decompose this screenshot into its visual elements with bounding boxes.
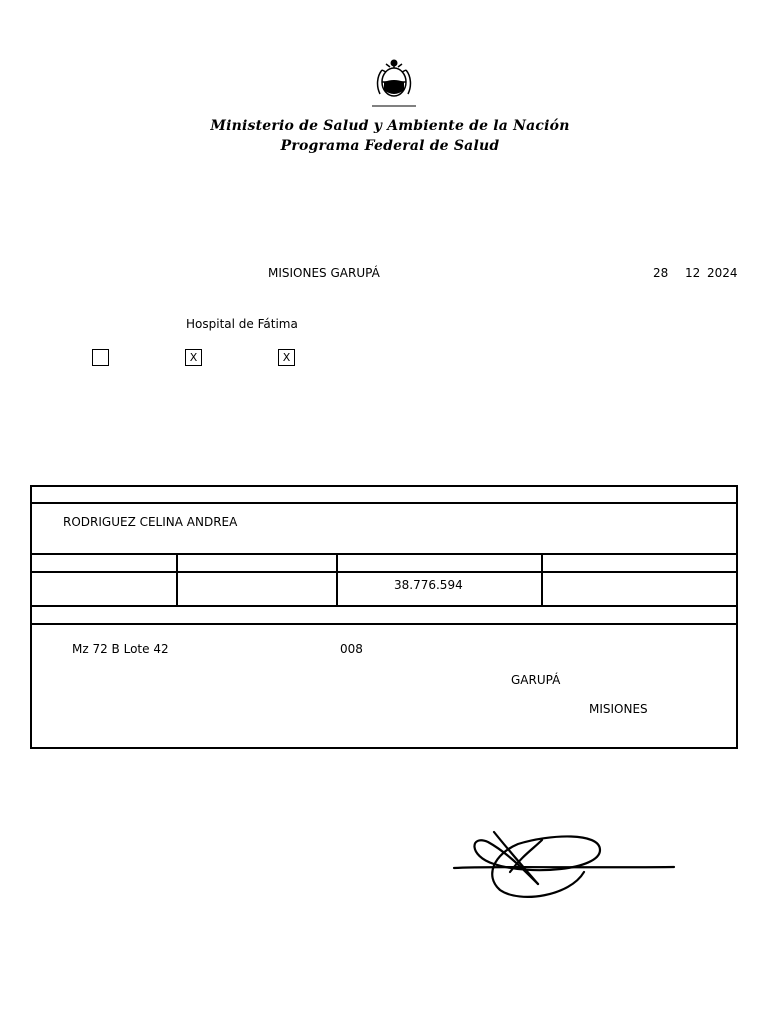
address-number: 008	[340, 642, 363, 656]
table-border-left	[30, 485, 32, 749]
program-title: Programa Federal de Salud	[280, 138, 500, 154]
table-column-divider	[541, 553, 543, 607]
address-street: Mz 72 B Lote 42	[72, 642, 169, 656]
table-rule	[30, 623, 738, 625]
checkbox-1[interactable]	[92, 349, 109, 366]
table-rule	[30, 553, 738, 555]
table-column-divider	[336, 553, 338, 607]
address-province: MISIONES	[589, 702, 648, 716]
table-rule	[30, 502, 738, 504]
table-border-right	[736, 485, 738, 749]
date-month: 12	[685, 266, 701, 280]
table-rule	[30, 485, 738, 487]
date-year: 2024	[707, 266, 738, 280]
table-rule	[30, 571, 738, 573]
checkbox-2[interactable]: X	[185, 349, 202, 366]
coat-of-arms-icon	[364, 54, 424, 110]
date-day: 28	[653, 266, 669, 280]
ministry-title: Ministerio de Salud y Ambiente de la Nación	[210, 118, 570, 134]
facility-name: Hospital de Fátima	[186, 317, 298, 331]
document-number: 38.776.594	[394, 578, 463, 592]
table-rule	[30, 747, 738, 749]
table-column-divider	[176, 553, 178, 607]
address-city: GARUPÁ	[511, 673, 561, 687]
location-place: MISIONES GARUPÁ	[268, 266, 380, 280]
checkbox-3[interactable]: X	[278, 349, 295, 366]
signature-icon	[450, 826, 680, 906]
person-full-name: RODRIGUEZ CELINA ANDREA	[63, 515, 238, 529]
table-rule	[30, 605, 738, 607]
